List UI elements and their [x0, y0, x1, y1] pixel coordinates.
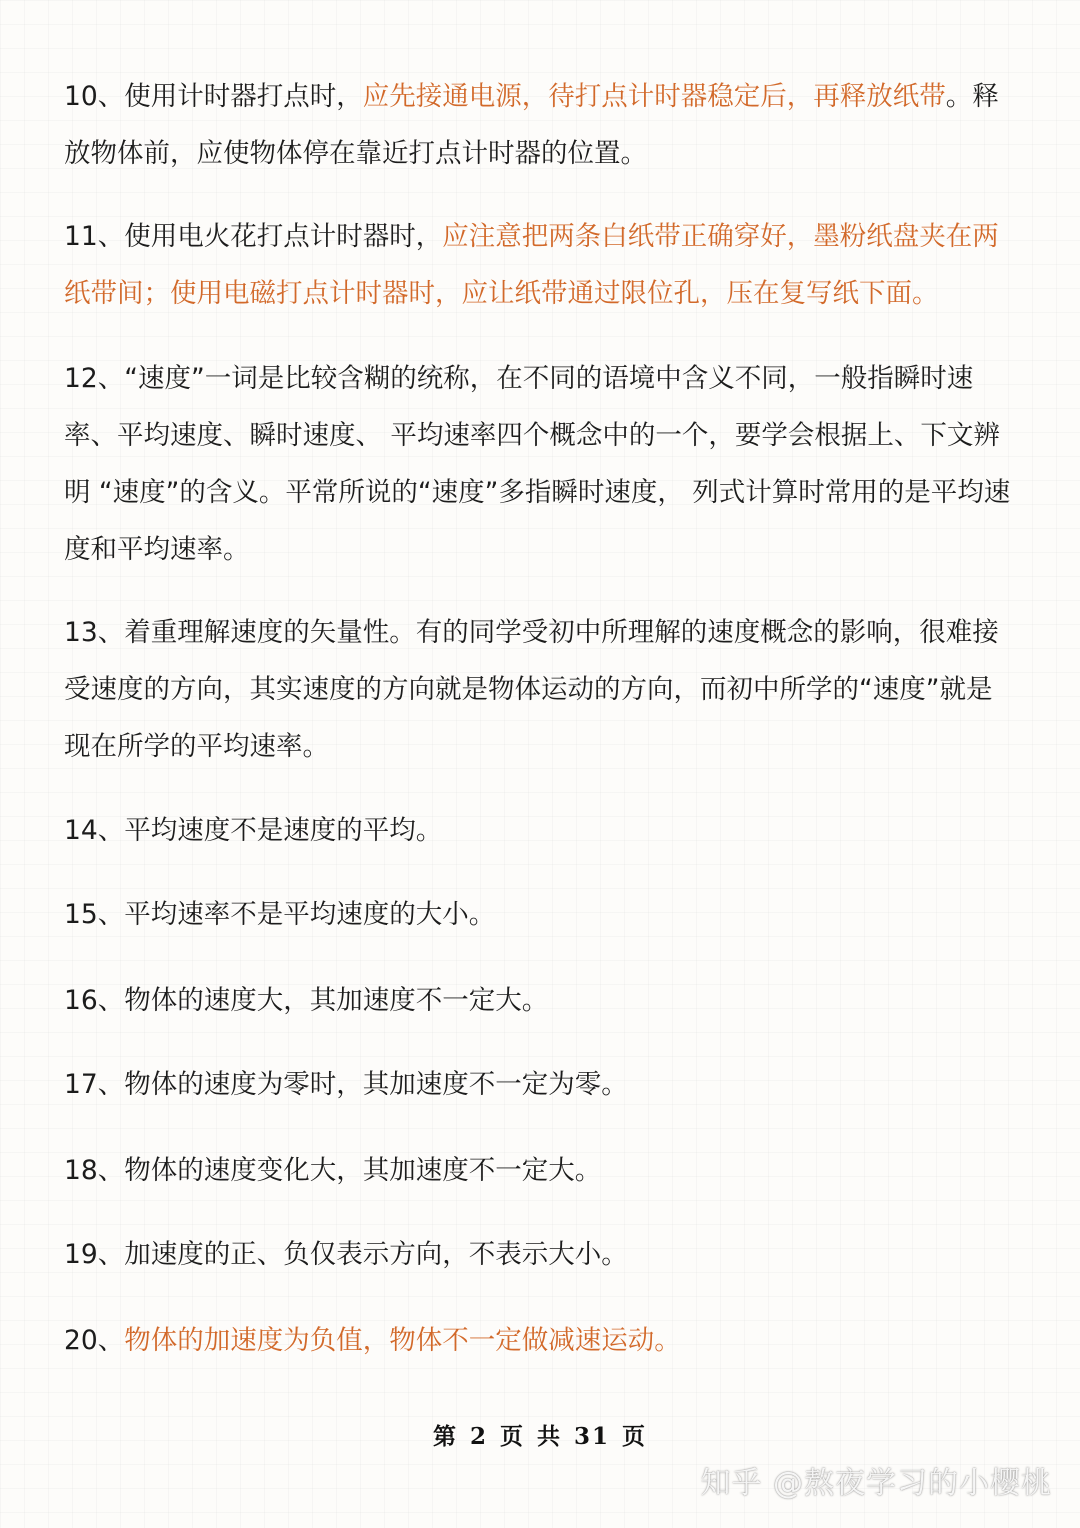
item-number: 19、 [64, 1239, 125, 1270]
item-text: 平均速率不是平均速度的大小。 [124, 899, 496, 930]
item-11 [64, 208, 1016, 322]
item-number: 11、 [64, 221, 125, 252]
item-12 [64, 350, 1016, 578]
item-number: 12、 [64, 363, 125, 394]
item-text-tail: 。释放物体前，应使物体停在靠近打点计时器的位置。 [64, 81, 999, 169]
item-number: 20、 [64, 1325, 125, 1356]
item-text: 使用电火花打点计时器时， [124, 221, 443, 252]
item-14 [64, 802, 1016, 859]
footer-word-di: 第 [432, 1423, 458, 1450]
item-number: 14、 [64, 815, 125, 846]
item-number: 17、 [64, 1069, 125, 1100]
item-highlight: 应注意把两条白纸带正确穿好，墨粉纸盘夹在两纸带间；使用电磁打点计时器时，应让纸带通过限位孔，压在复写纸下面。 [64, 221, 999, 309]
item-number: 18、 [64, 1155, 125, 1186]
item-text: 着重理解速度的矢量性。有的同学受初中所理解的速度概念的影响，很难接受速度的方向，其实速度的方向就是物体运动的方向，而初中所学的“速度”就是现在所学的平均速率。 [64, 617, 999, 762]
item-number: 13、 [64, 617, 125, 648]
item-19 [64, 1226, 1016, 1283]
zhihu-watermark: 知乎 @熬夜学习的小樱桃 [700, 1466, 1052, 1501]
item-16 [64, 972, 1016, 1029]
item-text: 平均速度不是速度的平均。 [124, 815, 443, 846]
item-17 [64, 1056, 1016, 1113]
item-text: 使用计时器打点时， [124, 81, 363, 112]
item-text: 加速度的正、负仅表示方向，不表示大小。 [124, 1239, 628, 1270]
page-footer [0, 1418, 1080, 1451]
item-text: 物体的速度为零时，其加速度不一定为零。 [124, 1069, 628, 1100]
footer-word-ye: 页 [500, 1423, 525, 1450]
item-15 [64, 886, 1016, 943]
item-number: 15、 [64, 899, 125, 930]
item-highlight: 物体的加速度为负值，物体不一定做减速运动。 [124, 1325, 681, 1356]
footer-word-gong: 共 [537, 1423, 562, 1450]
footer-word-ye-2: 页 [622, 1423, 648, 1450]
item-text: 物体的速度变化大，其加速度不一定大。 [124, 1155, 602, 1186]
item-18 [64, 1142, 1016, 1199]
item-number: 10、 [64, 81, 125, 112]
item-13 [64, 604, 1016, 775]
item-text: 物体的速度大，其加速度不一定大。 [124, 985, 549, 1016]
item-text: “速度”一词是比较含糊的统称，在不同的语境中含义不同，一般指瞬时速率、平均速度、瞬时速度、 平均速率四个概念中的一个，要学会根据上、下文辨明 “速度”的含义。平常所说的“速度”多指瞬时速度， 列式计算时常用的是平均速度和平均速率。 [64, 363, 1011, 565]
item-10 [64, 68, 1016, 182]
item-number: 16、 [64, 985, 125, 1016]
item-highlight: 应先接通电源，待打点计时器稳定后，再释放纸带 [362, 81, 946, 112]
footer-total-pages: 31 [574, 1423, 611, 1450]
item-20 [64, 1312, 1016, 1369]
footer-page-number: 2 [469, 1423, 488, 1450]
